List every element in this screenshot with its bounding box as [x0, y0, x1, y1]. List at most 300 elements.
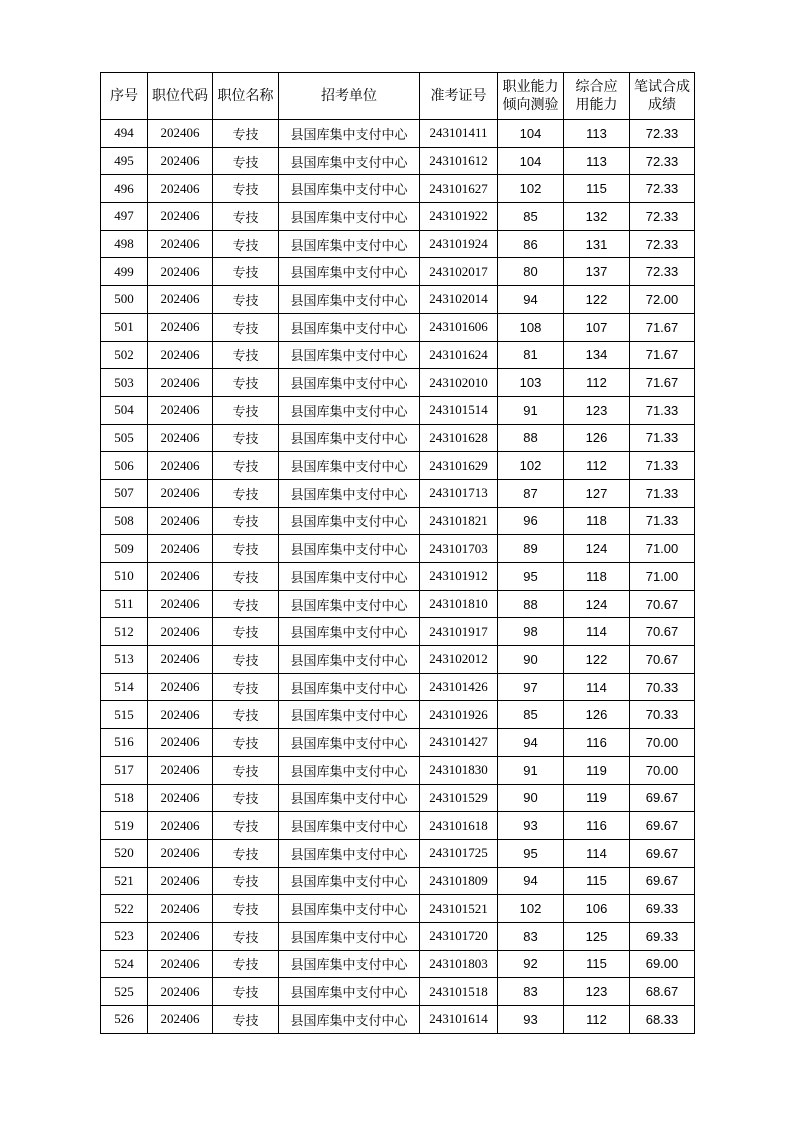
cell-applied-score: 126	[564, 424, 630, 452]
table-row	[101, 812, 695, 840]
cell-ticket-number: 243101628	[420, 424, 498, 452]
cell-seq: 513	[101, 646, 148, 674]
table-row	[101, 175, 695, 203]
table-row	[101, 147, 695, 175]
cell-applied-score: 114	[564, 618, 630, 646]
cell-ticket-number: 243102010	[420, 369, 498, 397]
cell-seq: 507	[101, 479, 148, 507]
header-applied-line2: 用能力	[575, 97, 618, 113]
cell-total-score: 70.33	[630, 673, 695, 701]
cell-position-name: 专技	[213, 590, 279, 618]
cell-applied-score: 112	[564, 369, 630, 397]
cell-position-code: 202406	[148, 258, 213, 286]
cell-position-code: 202406	[148, 839, 213, 867]
table-row	[101, 701, 695, 729]
cell-aptitude-score: 102	[498, 175, 564, 203]
cell-seq: 508	[101, 507, 148, 535]
header-seq: 序号	[101, 73, 148, 120]
cell-applied-score: 116	[564, 812, 630, 840]
cell-applied-score: 119	[564, 784, 630, 812]
cell-seq: 523	[101, 922, 148, 950]
table-row	[101, 618, 695, 646]
cell-ticket-number: 243101624	[420, 341, 498, 369]
cell-total-score: 71.33	[630, 507, 695, 535]
table-row	[101, 895, 695, 923]
cell-position-name: 专技	[213, 784, 279, 812]
cell-total-score: 71.00	[630, 563, 695, 591]
cell-ticket-number: 243101922	[420, 203, 498, 231]
table-row	[101, 313, 695, 341]
cell-applied-score: 123	[564, 396, 630, 424]
cell-seq: 494	[101, 120, 148, 148]
cell-ticket-number: 243101821	[420, 507, 498, 535]
cell-position-code: 202406	[148, 507, 213, 535]
cell-aptitude-score: 93	[498, 812, 564, 840]
table-row	[101, 535, 695, 563]
cell-recruiting-unit: 县国库集中支付中心	[279, 203, 420, 231]
cell-recruiting-unit: 县国库集中支付中心	[279, 396, 420, 424]
cell-recruiting-unit: 县国库集中支付中心	[279, 895, 420, 923]
header-total-line2: 成绩	[648, 97, 676, 113]
cell-ticket-number: 243101618	[420, 812, 498, 840]
cell-ticket-number: 243101810	[420, 590, 498, 618]
cell-recruiting-unit: 县国库集中支付中心	[279, 286, 420, 314]
cell-seq: 512	[101, 618, 148, 646]
cell-aptitude-score: 102	[498, 452, 564, 480]
cell-seq: 522	[101, 895, 148, 923]
table-row	[101, 258, 695, 286]
cell-applied-score: 118	[564, 563, 630, 591]
cell-applied-score: 107	[564, 313, 630, 341]
cell-position-name: 专技	[213, 341, 279, 369]
table-row	[101, 756, 695, 784]
cell-ticket-number: 243101703	[420, 535, 498, 563]
cell-total-score: 69.67	[630, 839, 695, 867]
cell-position-code: 202406	[148, 313, 213, 341]
cell-position-name: 专技	[213, 922, 279, 950]
table-row	[101, 563, 695, 591]
cell-total-score: 72.33	[630, 147, 695, 175]
cell-seq: 519	[101, 812, 148, 840]
table-row	[101, 1006, 695, 1034]
cell-position-name: 专技	[213, 535, 279, 563]
cell-seq: 516	[101, 729, 148, 757]
cell-recruiting-unit: 县国库集中支付中心	[279, 867, 420, 895]
cell-ticket-number: 243101720	[420, 922, 498, 950]
cell-recruiting-unit: 县国库集中支付中心	[279, 369, 420, 397]
cell-total-score: 71.67	[630, 313, 695, 341]
table-row	[101, 230, 695, 258]
cell-position-name: 专技	[213, 950, 279, 978]
cell-position-name: 专技	[213, 452, 279, 480]
cell-aptitude-score: 86	[498, 230, 564, 258]
cell-position-name: 专技	[213, 313, 279, 341]
cell-aptitude-score: 90	[498, 646, 564, 674]
cell-position-name: 专技	[213, 424, 279, 452]
table-row	[101, 673, 695, 701]
cell-seq: 506	[101, 452, 148, 480]
cell-position-name: 专技	[213, 729, 279, 757]
cell-position-code: 202406	[148, 286, 213, 314]
cell-position-code: 202406	[148, 646, 213, 674]
cell-aptitude-score: 92	[498, 950, 564, 978]
cell-aptitude-score: 87	[498, 479, 564, 507]
header-applied-ability	[564, 73, 630, 120]
table-row	[101, 203, 695, 231]
cell-position-code: 202406	[148, 535, 213, 563]
score-table	[100, 72, 695, 1034]
cell-seq: 502	[101, 341, 148, 369]
cell-aptitude-score: 81	[498, 341, 564, 369]
cell-recruiting-unit: 县国库集中支付中心	[279, 175, 420, 203]
cell-aptitude-score: 85	[498, 203, 564, 231]
cell-recruiting-unit: 县国库集中支付中心	[279, 590, 420, 618]
cell-aptitude-score: 83	[498, 978, 564, 1006]
cell-aptitude-score: 85	[498, 701, 564, 729]
cell-position-code: 202406	[148, 147, 213, 175]
cell-total-score: 70.33	[630, 701, 695, 729]
header-aptitude-line1: 职业能力	[502, 79, 559, 95]
cell-applied-score: 114	[564, 673, 630, 701]
cell-position-code: 202406	[148, 479, 213, 507]
cell-applied-score: 113	[564, 120, 630, 148]
cell-position-name: 专技	[213, 618, 279, 646]
cell-position-code: 202406	[148, 563, 213, 591]
cell-seq: 501	[101, 313, 148, 341]
cell-seq: 497	[101, 203, 148, 231]
cell-position-name: 专技	[213, 507, 279, 535]
cell-position-name: 专技	[213, 369, 279, 397]
cell-seq: 504	[101, 396, 148, 424]
table-row	[101, 341, 695, 369]
cell-applied-score: 119	[564, 756, 630, 784]
cell-applied-score: 132	[564, 203, 630, 231]
cell-aptitude-score: 102	[498, 895, 564, 923]
cell-recruiting-unit: 县国库集中支付中心	[279, 729, 420, 757]
cell-recruiting-unit: 县国库集中支付中心	[279, 230, 420, 258]
cell-position-code: 202406	[148, 230, 213, 258]
cell-applied-score: 115	[564, 175, 630, 203]
cell-total-score: 72.00	[630, 286, 695, 314]
cell-seq: 515	[101, 701, 148, 729]
cell-seq: 496	[101, 175, 148, 203]
cell-applied-score: 116	[564, 729, 630, 757]
cell-ticket-number: 243101614	[420, 1006, 498, 1034]
cell-position-code: 202406	[148, 1006, 213, 1034]
cell-recruiting-unit: 县国库集中支付中心	[279, 978, 420, 1006]
cell-seq: 503	[101, 369, 148, 397]
cell-position-code: 202406	[148, 369, 213, 397]
table-row	[101, 839, 695, 867]
cell-ticket-number: 243101725	[420, 839, 498, 867]
cell-position-name: 专技	[213, 120, 279, 148]
table-row	[101, 369, 695, 397]
cell-recruiting-unit: 县国库集中支付中心	[279, 424, 420, 452]
cell-ticket-number: 243101803	[420, 950, 498, 978]
cell-ticket-number: 243101606	[420, 313, 498, 341]
cell-total-score: 71.33	[630, 396, 695, 424]
cell-ticket-number: 243101629	[420, 452, 498, 480]
header-total-line1: 笔试合成	[634, 79, 690, 95]
cell-aptitude-score: 108	[498, 313, 564, 341]
cell-total-score: 69.67	[630, 867, 695, 895]
cell-applied-score: 122	[564, 286, 630, 314]
cell-position-code: 202406	[148, 867, 213, 895]
table-row	[101, 978, 695, 1006]
cell-position-code: 202406	[148, 590, 213, 618]
cell-position-code: 202406	[148, 618, 213, 646]
cell-position-name: 专技	[213, 673, 279, 701]
header-position-code: 职位代码	[148, 73, 213, 120]
cell-applied-score: 113	[564, 147, 630, 175]
cell-position-code: 202406	[148, 701, 213, 729]
cell-seq: 514	[101, 673, 148, 701]
cell-position-code: 202406	[148, 175, 213, 203]
cell-recruiting-unit: 县国库集中支付中心	[279, 618, 420, 646]
cell-total-score: 72.33	[630, 230, 695, 258]
cell-recruiting-unit: 县国库集中支付中心	[279, 922, 420, 950]
cell-seq: 505	[101, 424, 148, 452]
cell-applied-score: 114	[564, 839, 630, 867]
cell-applied-score: 137	[564, 258, 630, 286]
cell-recruiting-unit: 县国库集中支付中心	[279, 784, 420, 812]
table-row	[101, 784, 695, 812]
cell-recruiting-unit: 县国库集中支付中心	[279, 313, 420, 341]
cell-position-name: 专技	[213, 563, 279, 591]
cell-aptitude-score: 94	[498, 729, 564, 757]
cell-recruiting-unit: 县国库集中支付中心	[279, 812, 420, 840]
cell-recruiting-unit: 县国库集中支付中心	[279, 950, 420, 978]
cell-aptitude-score: 104	[498, 120, 564, 148]
cell-ticket-number: 243101917	[420, 618, 498, 646]
cell-recruiting-unit: 县国库集中支付中心	[279, 258, 420, 286]
cell-recruiting-unit: 县国库集中支付中心	[279, 756, 420, 784]
cell-ticket-number: 243101830	[420, 756, 498, 784]
cell-seq: 518	[101, 784, 148, 812]
cell-recruiting-unit: 县国库集中支付中心	[279, 479, 420, 507]
cell-aptitude-score: 98	[498, 618, 564, 646]
cell-seq: 520	[101, 839, 148, 867]
cell-position-code: 202406	[148, 812, 213, 840]
table-row	[101, 452, 695, 480]
cell-seq: 511	[101, 590, 148, 618]
cell-recruiting-unit: 县国库集中支付中心	[279, 646, 420, 674]
cell-position-code: 202406	[148, 756, 213, 784]
cell-ticket-number: 243101427	[420, 729, 498, 757]
cell-ticket-number: 243102012	[420, 646, 498, 674]
cell-position-name: 专技	[213, 978, 279, 1006]
cell-seq: 524	[101, 950, 148, 978]
cell-aptitude-score: 103	[498, 369, 564, 397]
cell-position-code: 202406	[148, 452, 213, 480]
cell-seq: 521	[101, 867, 148, 895]
cell-applied-score: 126	[564, 701, 630, 729]
cell-recruiting-unit: 县国库集中支付中心	[279, 507, 420, 535]
cell-position-name: 专技	[213, 230, 279, 258]
cell-applied-score: 122	[564, 646, 630, 674]
score-table-body	[101, 120, 695, 1034]
cell-position-code: 202406	[148, 341, 213, 369]
cell-aptitude-score: 95	[498, 563, 564, 591]
cell-position-name: 专技	[213, 895, 279, 923]
cell-position-code: 202406	[148, 673, 213, 701]
cell-ticket-number: 243101926	[420, 701, 498, 729]
table-row	[101, 396, 695, 424]
cell-aptitude-score: 89	[498, 535, 564, 563]
cell-position-code: 202406	[148, 950, 213, 978]
cell-total-score: 71.67	[630, 369, 695, 397]
cell-applied-score: 106	[564, 895, 630, 923]
cell-position-name: 专技	[213, 839, 279, 867]
cell-total-score: 71.33	[630, 452, 695, 480]
cell-recruiting-unit: 县国库集中支付中心	[279, 147, 420, 175]
cell-applied-score: 118	[564, 507, 630, 535]
table-row	[101, 120, 695, 148]
cell-aptitude-score: 94	[498, 867, 564, 895]
cell-total-score: 70.00	[630, 756, 695, 784]
cell-recruiting-unit: 县国库集中支付中心	[279, 535, 420, 563]
table-row	[101, 590, 695, 618]
cell-seq: 499	[101, 258, 148, 286]
cell-applied-score: 115	[564, 867, 630, 895]
cell-applied-score: 123	[564, 978, 630, 1006]
cell-total-score: 69.67	[630, 784, 695, 812]
header-position-name: 职位名称	[213, 73, 279, 120]
cell-position-name: 专技	[213, 812, 279, 840]
cell-total-score: 70.67	[630, 646, 695, 674]
table-row	[101, 922, 695, 950]
table-row	[101, 507, 695, 535]
cell-seq: 509	[101, 535, 148, 563]
cell-aptitude-score: 95	[498, 839, 564, 867]
cell-position-name: 专技	[213, 258, 279, 286]
cell-total-score: 71.00	[630, 535, 695, 563]
cell-seq: 500	[101, 286, 148, 314]
cell-total-score: 69.67	[630, 812, 695, 840]
cell-aptitude-score: 104	[498, 147, 564, 175]
header-ticket-number: 准考证号	[420, 73, 498, 120]
cell-aptitude-score: 91	[498, 396, 564, 424]
cell-total-score: 70.67	[630, 590, 695, 618]
cell-position-name: 专技	[213, 756, 279, 784]
cell-recruiting-unit: 县国库集中支付中心	[279, 1006, 420, 1034]
cell-total-score: 72.33	[630, 203, 695, 231]
table-row	[101, 729, 695, 757]
header-total-score	[630, 73, 695, 120]
cell-applied-score: 127	[564, 479, 630, 507]
header-recruiting-unit: 招考单位	[279, 73, 420, 120]
table-row	[101, 479, 695, 507]
table-row	[101, 424, 695, 452]
cell-aptitude-score: 93	[498, 1006, 564, 1034]
cell-ticket-number: 243101518	[420, 978, 498, 1006]
cell-seq: 526	[101, 1006, 148, 1034]
cell-seq: 495	[101, 147, 148, 175]
cell-total-score: 69.33	[630, 895, 695, 923]
cell-ticket-number: 243102014	[420, 286, 498, 314]
table-row	[101, 286, 695, 314]
cell-applied-score: 112	[564, 1006, 630, 1034]
cell-applied-score: 131	[564, 230, 630, 258]
cell-total-score: 72.33	[630, 175, 695, 203]
cell-aptitude-score: 94	[498, 286, 564, 314]
cell-recruiting-unit: 县国库集中支付中心	[279, 563, 420, 591]
cell-applied-score: 124	[564, 590, 630, 618]
cell-seq: 498	[101, 230, 148, 258]
cell-position-name: 专技	[213, 646, 279, 674]
cell-applied-score: 124	[564, 535, 630, 563]
cell-applied-score: 112	[564, 452, 630, 480]
cell-position-name: 专技	[213, 203, 279, 231]
cell-total-score: 71.67	[630, 341, 695, 369]
header-aptitude-test	[498, 73, 564, 120]
cell-total-score: 70.00	[630, 729, 695, 757]
cell-aptitude-score: 88	[498, 590, 564, 618]
cell-ticket-number: 243101514	[420, 396, 498, 424]
cell-aptitude-score: 90	[498, 784, 564, 812]
cell-applied-score: 134	[564, 341, 630, 369]
cell-position-code: 202406	[148, 922, 213, 950]
cell-ticket-number: 243101426	[420, 673, 498, 701]
cell-ticket-number: 243101411	[420, 120, 498, 148]
cell-recruiting-unit: 县国库集中支付中心	[279, 120, 420, 148]
header-applied-line1: 综合应	[575, 79, 618, 95]
cell-aptitude-score: 97	[498, 673, 564, 701]
cell-aptitude-score: 80	[498, 258, 564, 286]
cell-ticket-number: 243101809	[420, 867, 498, 895]
cell-aptitude-score: 91	[498, 756, 564, 784]
cell-total-score: 68.67	[630, 978, 695, 1006]
header-aptitude-line2: 倾向测验	[502, 97, 559, 113]
cell-position-code: 202406	[148, 396, 213, 424]
cell-ticket-number: 243101912	[420, 563, 498, 591]
table-row	[101, 950, 695, 978]
cell-applied-score: 115	[564, 950, 630, 978]
cell-recruiting-unit: 县国库集中支付中心	[279, 673, 420, 701]
cell-ticket-number: 243101713	[420, 479, 498, 507]
cell-total-score: 71.33	[630, 424, 695, 452]
cell-position-name: 专技	[213, 286, 279, 314]
header-row	[101, 73, 695, 120]
cell-seq: 517	[101, 756, 148, 784]
cell-position-name: 专技	[213, 175, 279, 203]
table-row	[101, 867, 695, 895]
cell-aptitude-score: 96	[498, 507, 564, 535]
cell-position-code: 202406	[148, 424, 213, 452]
cell-total-score: 71.33	[630, 479, 695, 507]
cell-recruiting-unit: 县国库集中支付中心	[279, 341, 420, 369]
cell-total-score: 69.00	[630, 950, 695, 978]
table-row	[101, 646, 695, 674]
cell-recruiting-unit: 县国库集中支付中心	[279, 839, 420, 867]
cell-aptitude-score: 88	[498, 424, 564, 452]
cell-position-name: 专技	[213, 479, 279, 507]
cell-ticket-number: 243101627	[420, 175, 498, 203]
cell-total-score: 69.33	[630, 922, 695, 950]
cell-position-name: 专技	[213, 396, 279, 424]
cell-total-score: 72.33	[630, 120, 695, 148]
cell-position-name: 专技	[213, 701, 279, 729]
cell-aptitude-score: 83	[498, 922, 564, 950]
cell-recruiting-unit: 县国库集中支付中心	[279, 452, 420, 480]
cell-position-code: 202406	[148, 203, 213, 231]
cell-recruiting-unit: 县国库集中支付中心	[279, 701, 420, 729]
cell-position-name: 专技	[213, 147, 279, 175]
cell-position-name: 专技	[213, 1006, 279, 1034]
cell-position-code: 202406	[148, 729, 213, 757]
cell-ticket-number: 243101521	[420, 895, 498, 923]
cell-ticket-number: 243101529	[420, 784, 498, 812]
